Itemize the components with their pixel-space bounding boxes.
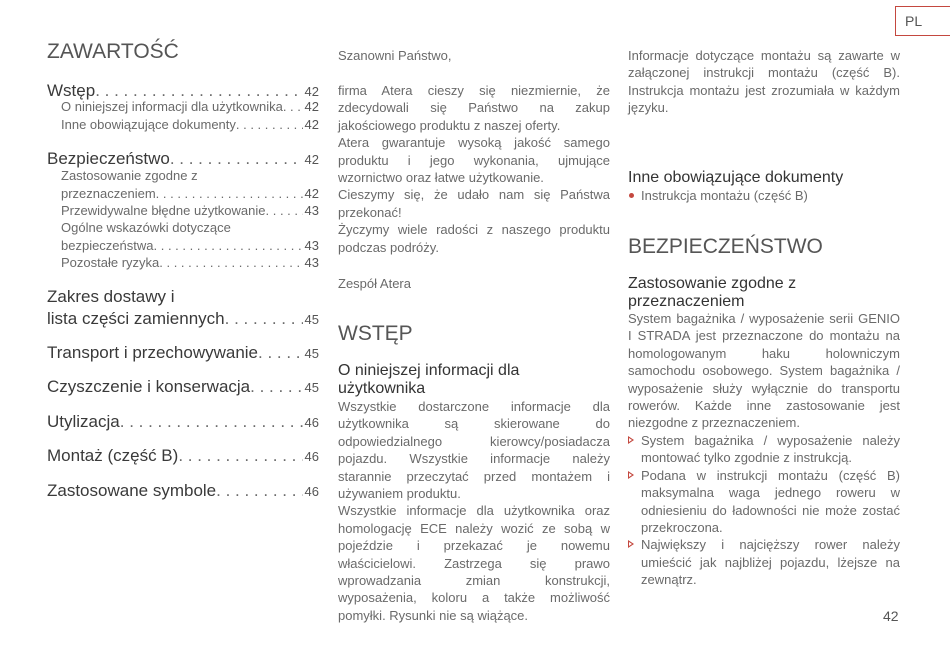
toc-item-bezpieczenstwo: Bezpieczeństwo . . . 42 (47, 148, 319, 171)
other-docs-list (628, 187, 900, 204)
intro-subtitle: O niniejszej informacji dla użytkownika (338, 362, 520, 397)
triangle-bullet-icon (628, 540, 634, 548)
toc-subitem: Zastosowanie zgodne z przeznaczeniem . . . 42 (61, 167, 319, 202)
list-item: System bagażnika / wyposażenie należy montować tylko zgodnie z instrukcją. (628, 432, 900, 467)
letter-paragraph: Cieszymy się, że udało nam się Państwa przekonać! (338, 187, 610, 220)
toc-item-czyszczenie: Czyszczenie i konserwacja . . . 45 (47, 376, 319, 399)
intro-paragraph: Wszystkie informacje dla użytkownika oraz homologację ECE należy wozić ze sobą w pojeździe i przekazać je nowemu właścicielowi. Zastrzega się prawo wprowadzania zmian konstrukcji, wyposażenia, koloru a także możliwość pomyłki. Rysunki nie są wiążące. (338, 503, 610, 623)
letter-signature: Zespół Atera (338, 276, 411, 291)
letter-paragraph: firma Atera cieszy się niezmiernie, że zdecydowali się Państwo na zakup jakościowego produktu z naszej oferty. (338, 83, 610, 133)
toc-title: ZAWARTOŚĆ (47, 40, 179, 63)
list-item: Podana w instrukcji montażu (część B) maksymalna waga jednego roweru w odniesieniu do ładowności nie może zostać przekroczona. (628, 467, 900, 537)
triangle-bullet-icon (628, 436, 634, 444)
safety-paragraph: System bagażnika / wyposażenie serii GENIO I STRADA jest przeznaczone do montażu na homologowanym haku holowniczym samochodu osobowego. System bagażnika / wyposażenie służy wyłącznie do transportu rowerów. Każde inne zastosowanie jest niezgodne z przeznaczeniem. (628, 311, 900, 431)
safety-subtitle: Zastosowanie zgodne z przeznaczeniem (628, 275, 797, 310)
toc-item-label: Wstęp (47, 81, 96, 100)
toc-item-montaz: Montaż (część B) . . . 46 (47, 445, 319, 468)
toc-item-symbole: Zastosowane symbole . . . 46 (47, 480, 319, 503)
toc-subitem: Przewidywalne błędne użytkowanie . . . 43 (61, 202, 319, 220)
toc-page-number: 42 (304, 84, 319, 99)
safety-list (628, 432, 900, 589)
bullet-dot-icon (629, 193, 634, 198)
intro-body (338, 398, 610, 624)
intro-title: WSTĘP (338, 322, 413, 345)
intro-paragraph: Wszystkie dostarczone informacje dla użytkownika są skierowane do odpowiedzialnego kierowcy/posiadacza pojazdu. Wszystkie informacje należy starannie przeczytać przed montażem i używaniem produktu. (338, 399, 610, 502)
safety-title: BEZPIECZEŃSTWO (628, 235, 823, 258)
language-tab: PL (895, 6, 950, 36)
list-item: Instrukcja montażu (część B) (628, 187, 900, 204)
toc-item-transport: Transport i przechowywanie . . . 45 (47, 342, 319, 365)
toc-subitem: Ogólne wskazówki dotyczące bezpieczeństwa . . . 43 (61, 219, 319, 254)
triangle-bullet-icon (628, 471, 634, 479)
intro-paragraph: Informacje dotyczące montażu są zawarte w załączonej instrukcji montażu (część B). Instrukcja montażu jest zrozumiała w każdym języku. (628, 48, 900, 116)
list-item: Największy i najcięższy rower należy umieścić jak najbliżej pojazdu, lżejsze na zewnątrz. (628, 536, 900, 588)
letter-body (338, 82, 610, 256)
intro-body-continued (628, 47, 900, 117)
toc-item-zakres-dostawy: Zakres dostawy i lista części zamiennych . . . 45 (47, 286, 319, 331)
toc-subitem: O niniejszej informacji dla użytkownika . . . 42 (61, 98, 319, 116)
page-number: 42 (883, 608, 899, 624)
toc-subitem: Pozostałe ryzyka . . . 43 (61, 254, 319, 272)
letter-paragraph: Życzymy wiele radości z naszego produktu podczas podróży. (338, 222, 610, 255)
other-docs-title: Inne obowiązujące dokumenty (628, 169, 844, 186)
letter-paragraph: Atera gwarantuje wysoką jakość samego produktu i jego wykonania, ujmujące wzornictwo oraz łatwe użytkowanie. (338, 135, 610, 186)
letter-greeting: Szanowni Państwo, (338, 48, 452, 63)
toc-item-utylizacja: Utylizacja . . . 46 (47, 411, 319, 434)
toc-subitem: Inne obowiązujące dokumenty . . . 42 (61, 116, 319, 134)
